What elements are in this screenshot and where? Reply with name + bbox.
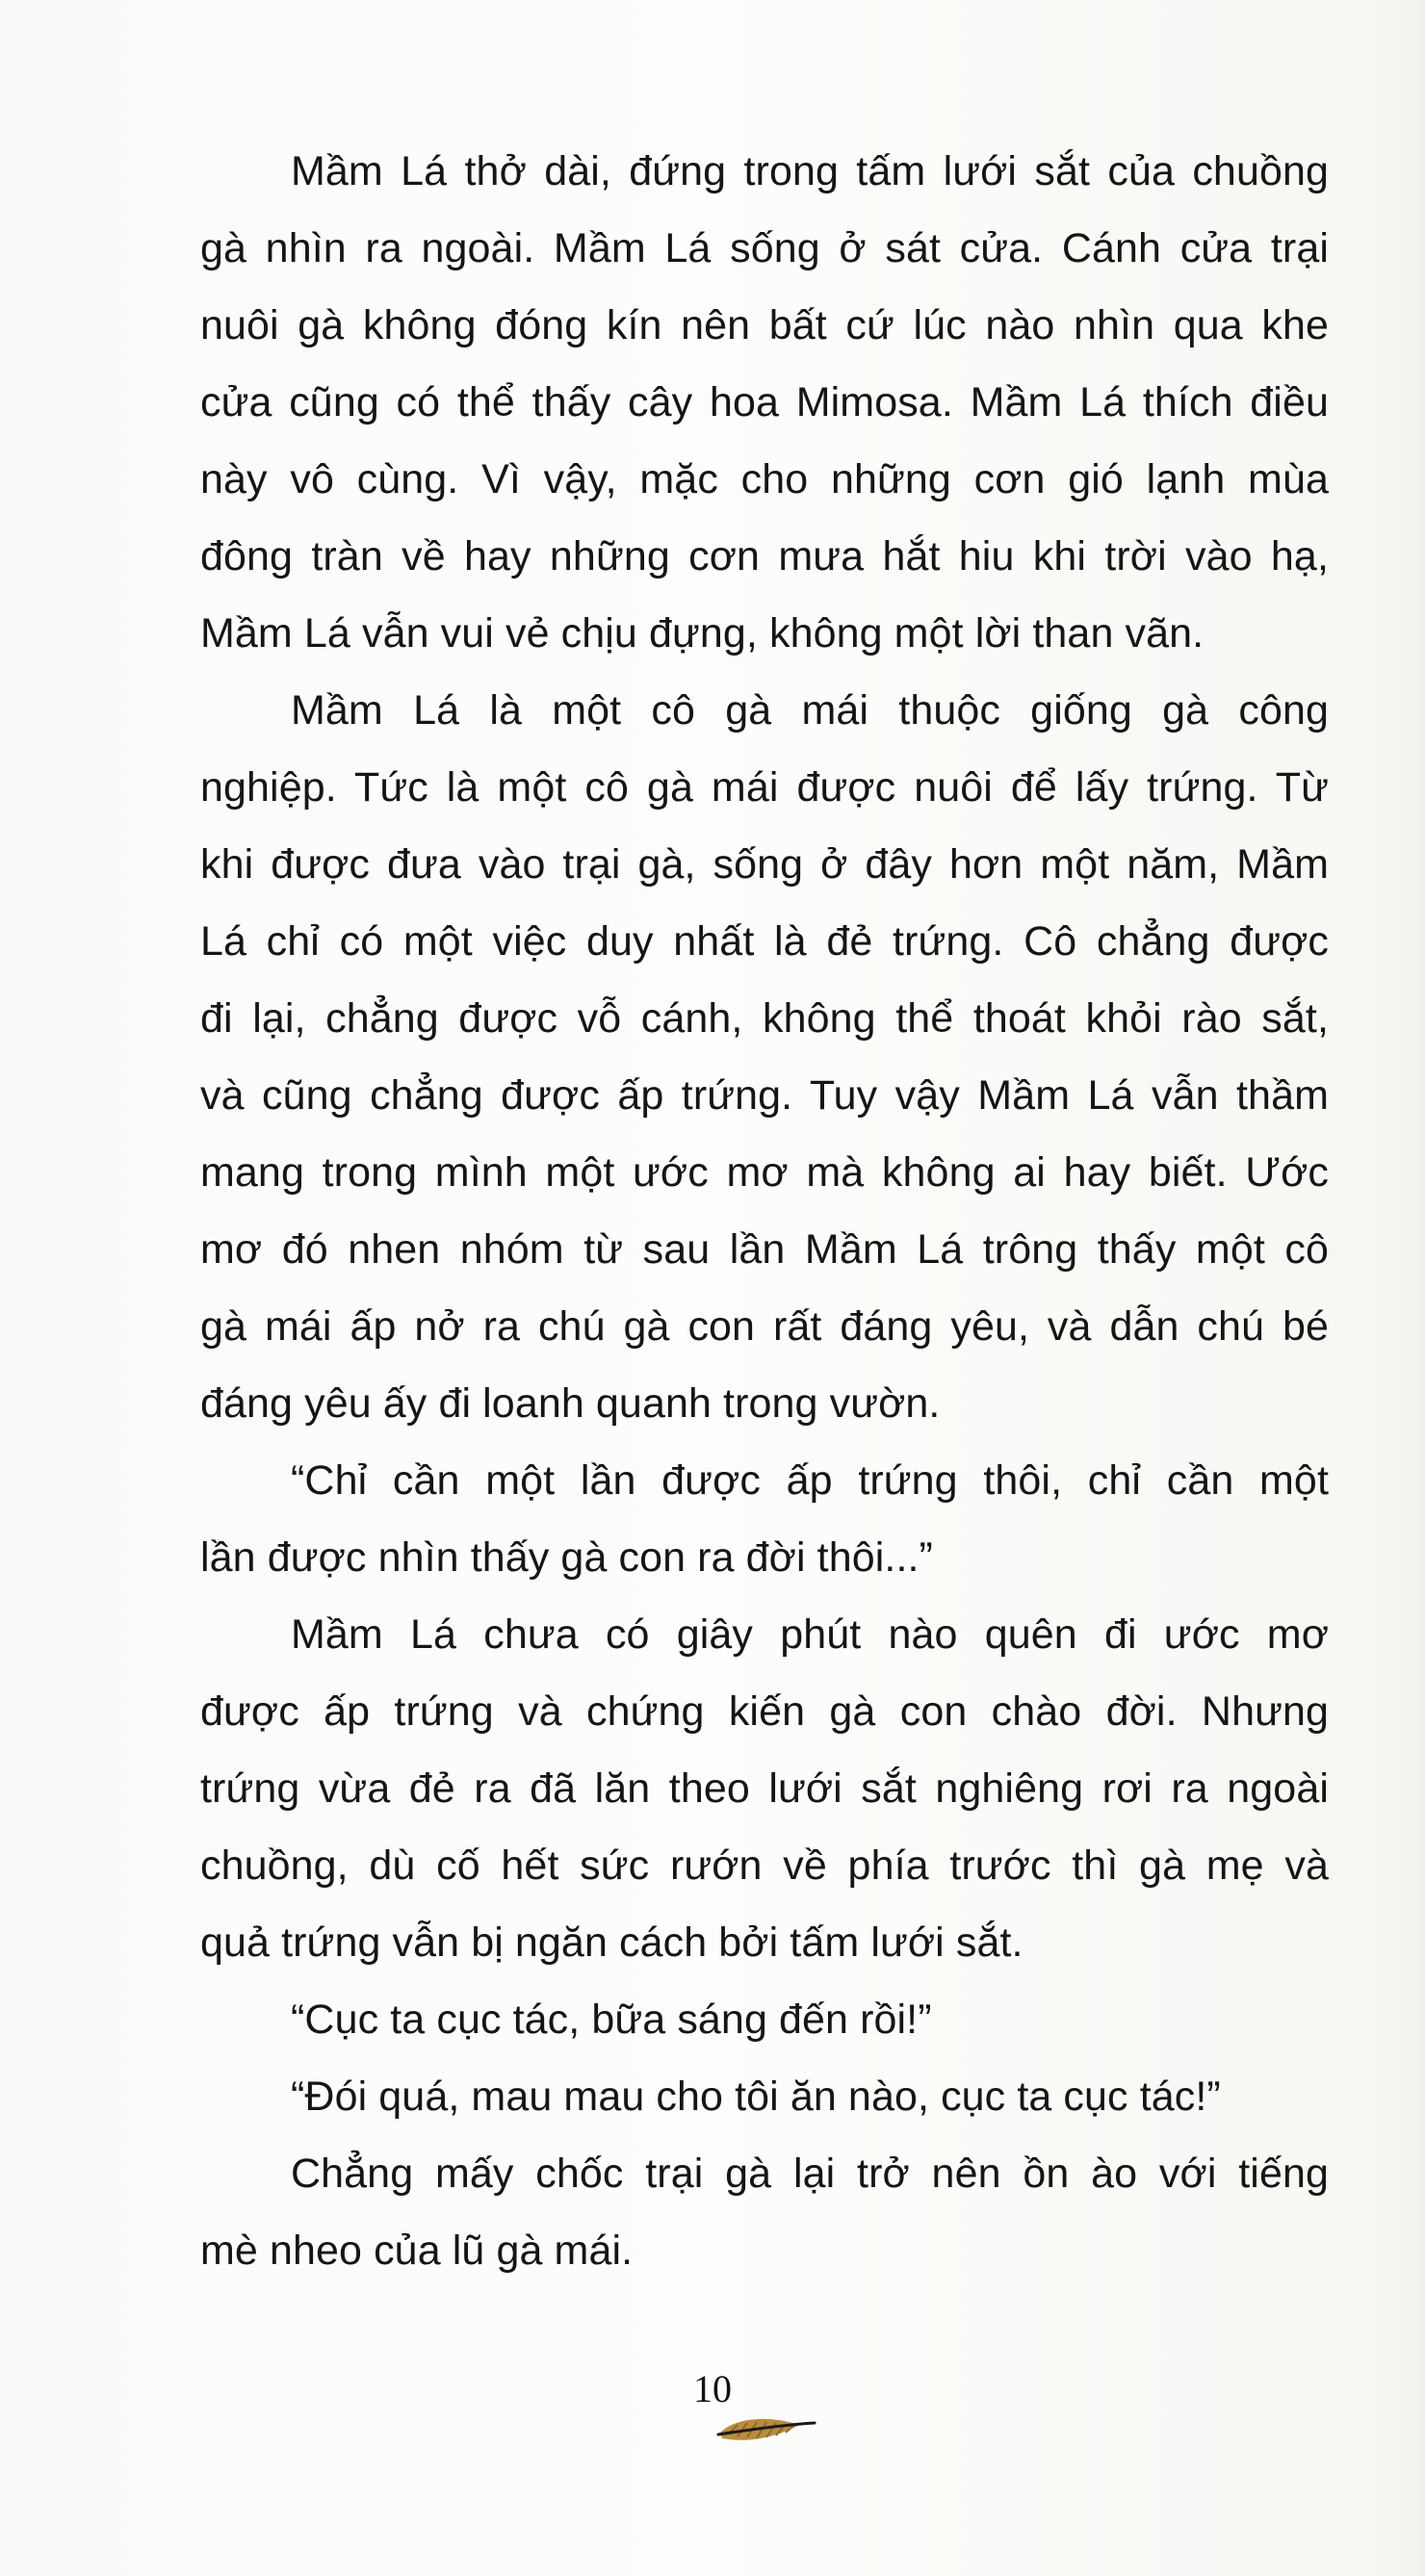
text-line: đông tràn về hay những cơn mưa hắt hiu khi trời vào hạ,	[200, 533, 1329, 580]
paragraph-3	[200, 1442, 1329, 1596]
story-body	[200, 133, 1329, 2289]
page-edge-shadow	[1358, 0, 1425, 2576]
text-line: mè nheo của lũ gà mái.	[200, 2228, 634, 2274]
text-line: gà nhìn ra ngoài. Mầm Lá sống ở sát cửa. Cánh cửa trại	[200, 225, 1329, 271]
paragraph-7	[200, 2135, 1329, 2289]
text-line: Mầm Lá vẫn vui vẻ chịu đựng, không một lời than vãn.	[200, 610, 1205, 657]
text-line: này vô cùng. Vì vậy, mặc cho những cơn gió lạnh mùa	[200, 456, 1329, 502]
text-line: Mầm Lá là một cô gà mái thuộc giống gà công	[291, 687, 1329, 734]
paragraph-2	[200, 672, 1329, 1442]
text-line: Lá chỉ có một việc duy nhất là đẻ trứng. Cô chẳng được	[200, 918, 1329, 965]
text-line: đáng yêu ấy đi loanh quanh trong vườn.	[200, 1380, 941, 1427]
paragraph-1	[200, 133, 1329, 672]
text-line: Mầm Lá chưa có giây phút nào quên đi ước mơ	[291, 1611, 1329, 1658]
text-line: gà mái ấp nở ra chú gà con rất đáng yêu, và dẫn chú bé	[200, 1303, 1329, 1350]
text-line: mang trong mình một ước mơ mà không ai hay biết. Ước	[200, 1149, 1329, 1196]
text-line: “Chỉ cần một lần được ấp trứng thôi, chỉ cần một	[291, 1457, 1329, 1504]
text-line: đi lại, chẳng được vỗ cánh, không thể thoát khỏi rào sắt,	[200, 995, 1329, 1042]
feather-icon	[714, 2411, 820, 2450]
text-line: Chẳng mấy chốc trại gà lại trở nên ồn ào với tiếng	[291, 2151, 1329, 2197]
text-line: Mầm Lá thở dài, đứng trong tấm lưới sắt của chuồng	[291, 148, 1329, 194]
text-line: trứng vừa đẻ ra đã lăn theo lưới sắt nghiêng rơi ra ngoài	[200, 1765, 1329, 1812]
text-line: “Đói quá, mau mau cho tôi ăn nào, cục ta cục tác!”	[291, 2074, 1221, 2120]
page-number: 10	[693, 2367, 732, 2410]
paragraph-4	[200, 1596, 1329, 1981]
paragraph-5	[200, 1981, 1329, 2058]
text-line: được ấp trứng và chứng kiến gà con chào đời. Nhưng	[200, 1688, 1329, 1735]
text-line: quả trứng vẫn bị ngăn cách bởi tấm lưới sắt.	[200, 1919, 1023, 1966]
text-line: mơ đó nhen nhóm từ sau lần Mầm Lá trông thấy một cô	[200, 1226, 1329, 1273]
text-line: khi được đưa vào trại gà, sống ở đây hơn một năm, Mầm	[200, 841, 1329, 888]
text-line: và cũng chẳng được ấp trứng. Tuy vậy Mầm Lá vẫn thầm	[200, 1072, 1329, 1119]
text-line: nghiệp. Tức là một cô gà mái được nuôi để lấy trứng. Từ	[200, 764, 1329, 811]
text-line: “Cục ta cục tác, bữa sáng đến rồi!”	[291, 1996, 932, 2043]
text-line: cửa cũng có thể thấy cây hoa Mimosa. Mầm Lá thích điều	[200, 379, 1329, 425]
paragraph-6	[200, 2058, 1329, 2135]
text-line: nuôi gà không đóng kín nên bất cứ lúc nào nhìn qua khe	[200, 302, 1329, 348]
text-line: chuồng, dù cố hết sức rướn về phía trước thì gà mẹ và	[200, 1842, 1329, 1889]
text-line: lần được nhìn thấy gà con ra đời thôi...”	[200, 1534, 933, 1581]
